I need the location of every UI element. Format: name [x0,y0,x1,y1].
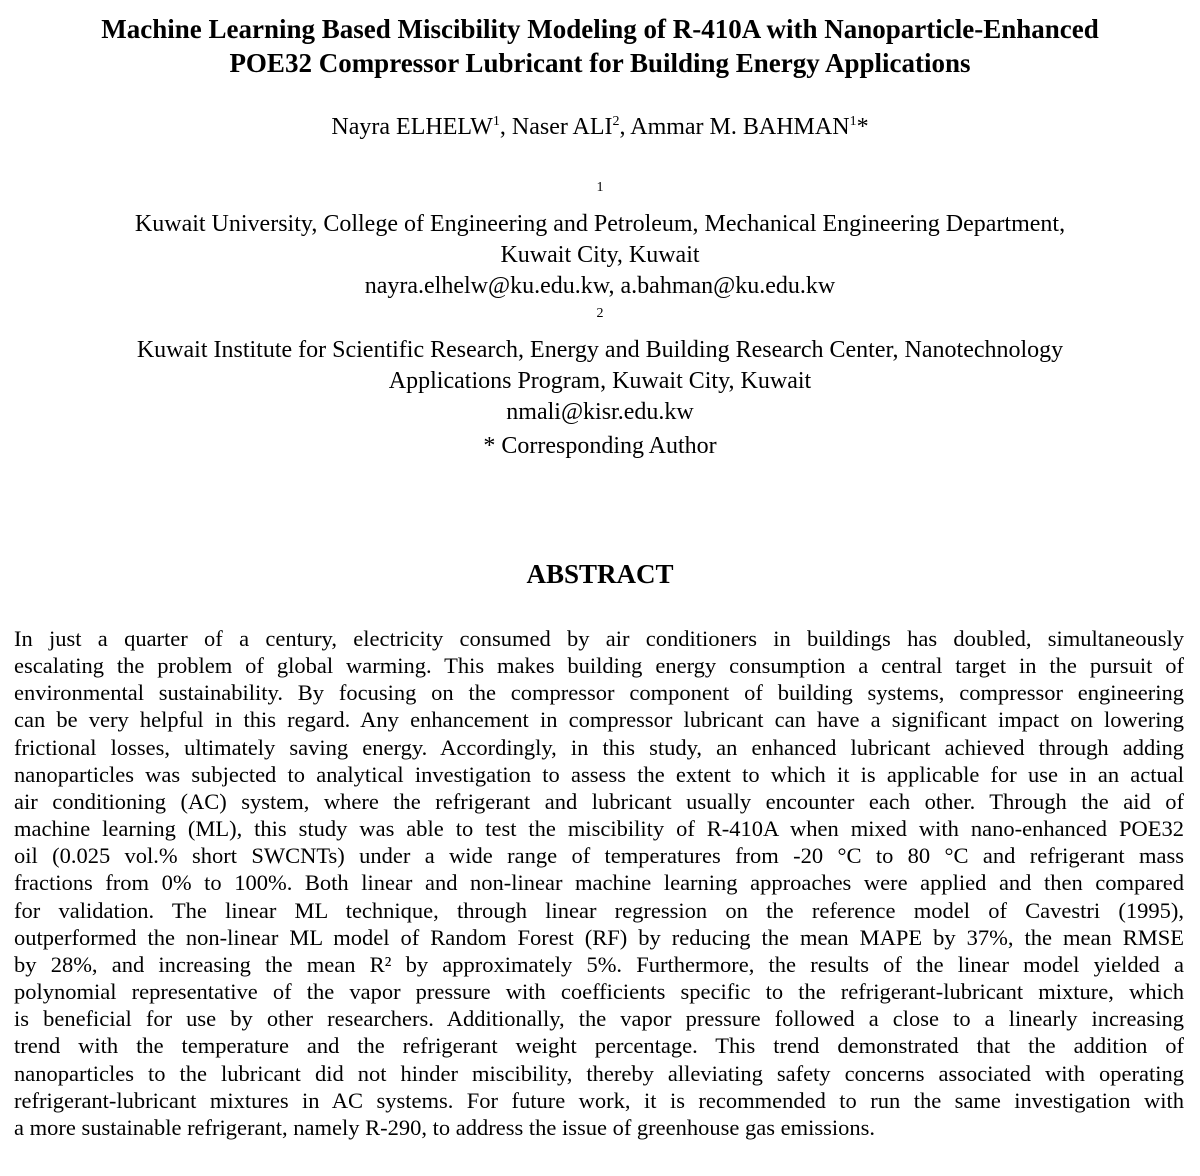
affiliation-text: Kuwait Institute for Scientific Research, Energy and Building Research Center, Nanotechnology [136,337,1064,363]
author-affil-mark: 1 [492,114,500,129]
abstract-line: is beneficial for use by other researchers. Additionally, the vapor pressure followed a close to a linearly increasing [14,1006,1184,1032]
affiliation-email[interactable]: nmali@kisr.edu.kw [506,399,694,425]
title-line-2: POE32 Compressor Lubricant for Building Energy Applications [229,48,971,78]
paper-title [20,12,1180,80]
author-name: Nayra ELHELW [331,114,493,140]
author-affil-mark: 1 [849,114,857,129]
abstract-line: frictional losses, ultimately saving energy. Accordingly, in this study, an enhanced lubricant achieved through adding [14,734,1184,760]
author-list [20,112,1180,142]
abstract-heading: ABSTRACT [526,559,674,589]
abstract-line: escalating the problem of global warming. This makes building energy consumption a central target in the pursuit of [14,653,1184,679]
abstract-line: polynomial representative of the vapor pressure with coefficients specific to the refrigerant-lubricant mixture, which [14,979,1184,1005]
author-separator: , [619,114,631,140]
affiliation-line [20,304,1180,366]
abstract-line: nanoparticles to the lubricant did not hinder miscibility, thereby alleviating safety concerns associated with operating [14,1060,1184,1086]
affiliation-mark: 1 [596,180,604,195]
abstract-line: air conditioning (AC) system, where the refrigerant and lubricant usually encounter each other. Through the aid of [14,788,1184,814]
affiliation-line: Applications Program, Kuwait City, Kuwait [388,368,812,394]
title-line-1: Machine Learning Based Miscibility Modeling of R-410A with Nanoparticle-Enhanced [101,14,1099,44]
abstract-line: environmental sustainability. By focusing on the compressor component of building systems, compressor engineering [14,680,1184,706]
affiliation-text: Kuwait University, College of Engineering and Petroleum, Mechanical Engineering Department, [134,211,1066,237]
abstract-line: for validation. The linear ML technique, through linear regression on the reference model of Cavestri (1995), [14,897,1184,923]
abstract-body [14,625,1184,1141]
abstract-line: a more sustainable refrigerant, namely R-290, to address the issue of greenhouse gas emissions. [14,1114,876,1140]
affiliation-line: Kuwait City, Kuwait [500,242,700,268]
author-name: Naser ALI [511,114,613,140]
author-separator: , [499,114,512,140]
corresponding-mark: * [856,114,869,140]
abstract-line: machine learning (ML), this study was able to test the miscibility of R-410A when mixed with nano-enhanced POE32 [14,816,1184,842]
affiliation-line [20,178,1180,240]
abstract-line: nanoparticles was subjected to analytical investigation to assess the extent to which it is applicable for use in an actual [14,761,1184,787]
abstract-line: fractions from 0% to 100%. Both linear and non-linear machine learning approaches were applied and then compared [14,870,1184,896]
affiliation-mark: 2 [596,306,604,321]
abstract-line: by 28%, and increasing the mean R² by approximately 5%. Furthermore, the results of the linear model yielded a [14,951,1184,977]
author-name: Ammar M. BAHMAN [630,114,850,140]
abstract-line: trend with the temperature and the refrigerant weight percentage. This trend demonstrated that the addition of [14,1033,1184,1059]
author-affil-mark: 2 [612,114,620,129]
corresponding-author-note: * Corresponding Author [483,433,717,459]
abstract-line: can be very helpful in this regard. Any enhancement in compressor lubricant can have a significant impact on lowering [14,707,1184,733]
abstract-line: In just a quarter of a century, electricity consumed by air conditioners in buildings has doubled, simultaneously [14,626,1184,651]
affiliation-2 [20,304,1180,428]
abstract-line: outperformed the non-linear ML model of Random Forest (RF) by reducing the mean MAPE by 37%, the mean RMSE [14,924,1184,950]
affiliation-email[interactable]: nayra.elhelw@ku.edu.kw, a.bahman@ku.edu.kw [364,273,836,299]
abstract-line: oil (0.025 vol.% short SWCNTs) under a wide range of temperatures from -20 °C to 80 °C and refrigerant mass [14,843,1184,869]
affiliation-1 [20,178,1180,302]
abstract-line: refrigerant-lubricant mixtures in AC systems. For future work, it is recommended to run the same investigation with [14,1087,1184,1113]
